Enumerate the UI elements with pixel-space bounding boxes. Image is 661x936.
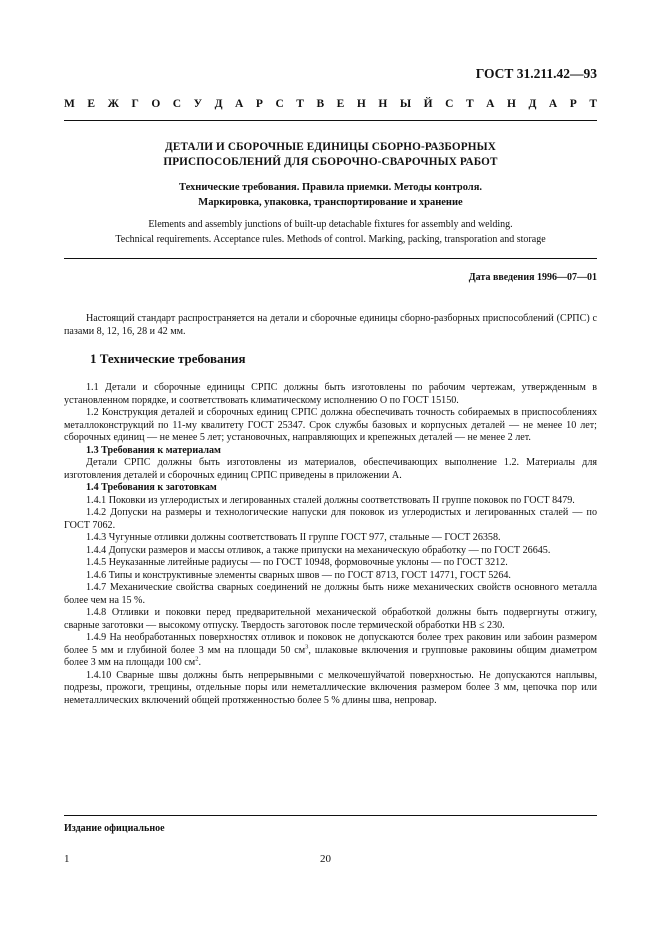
document-title bbox=[64, 140, 597, 170]
clause-1-4-heading: 1.4 Требования к заготовкам bbox=[86, 482, 217, 493]
section-1-heading: 1 Технические требования bbox=[90, 351, 246, 366]
clause-1-4-4: 1.4.4 Допуски размеров и массы отливок, а также припуски на механическую обработку — по ГОСТ 26645. bbox=[86, 544, 551, 556]
introduction-date: Дата введения 1996—07—01 bbox=[468, 272, 597, 283]
clause-1-3-heading: 1.3 Требования к материалам bbox=[86, 444, 221, 456]
document-subtitle bbox=[64, 180, 597, 210]
title-line-1: ДЕТАЛИ И СБОРОЧНЫЕ ЕДИНИЦЫ СБОРНО-РАЗБОРНЫХ bbox=[165, 141, 496, 153]
english-title bbox=[64, 217, 597, 247]
subtitle-line-2: Маркировка, упаковка, транспортирование и хранение bbox=[198, 197, 463, 208]
clause-1-2: 1.2 Конструкция деталей и сборочных единиц СРПС должна обеспечивать точность собираемых в приспособлениях металлоконструкций по 11-му квалитету ГОСТ 25347. Срок службы базовых и корпусных деталей — не менее 10 лет; сборочных единиц — не менее 5 лет; установочных, направляющих и крепежных деталей — не менее 2 лет. bbox=[64, 407, 597, 443]
scope-text: Настоящий стандарт распространяется на детали и сборочные единицы сборно-разборных приспособлений (СРПС) с пазами 8, 12, 16, 28 и 42 мм. bbox=[64, 313, 597, 337]
clause-1-4-5: 1.4.5 Неуказанные литейные радиусы — по ГОСТ 10948, формовочные уклоны — по ГОСТ 3212. bbox=[86, 557, 508, 568]
section-1-body bbox=[64, 382, 597, 707]
clause-1-4-9-part-c: . bbox=[198, 657, 201, 668]
title-line-2: ПРИСПОСОБЛЕНИЙ ДЛЯ СБОРОЧНО-СВАРОЧНЫХ РАБОТ bbox=[163, 156, 498, 168]
interstate-standard-banner: М Е Ж Г О С У Д А Р С Т В Е Н Н Ы Й С Т А Н Д А Р Т bbox=[64, 98, 597, 110]
clause-1-4-6: 1.4.6 Типы и конструктивные элементы сварных швов — по ГОСТ 8713, ГОСТ 14771, ГОСТ 5264. bbox=[86, 569, 511, 581]
clause-1-4-7: 1.4.7 Механические свойства сварных соединений не должны быть ниже механических свойств основного металла более чем на 15 %. bbox=[64, 582, 597, 606]
clause-1-4-9-part-b: , шлаковые включения и групповые раковины общим диаметром более 3 мм на площади 100 см bbox=[64, 644, 597, 668]
clause-1-4-1: 1.4.1 Поковки из углеродистых и легированных сталей должны соответствовать II группе поковок по ГОСТ 8479. bbox=[86, 494, 575, 506]
clause-1-4-10: 1.4.10 Сварные швы должны быть непрерывными с мелкочешуйчатой поверхностью. Не допускаются наплывы, подрезы, прожоги, трещины, отдельные поры или неметаллические включения размером более 3 мм, цепочка пор или неметаллических включений общей протяженностью более 5 % длины шва, непровар. bbox=[64, 669, 597, 706]
clause-1-4-9-part-a: 1.4.9 На необработанных поверхностях отливок и поковок не допускаются более трех раковин или забоин размером более 5 мм и глубиной более 3 мм на площади 50 см bbox=[64, 632, 597, 656]
subtitle-line-1: Технические требования. Правила приемки. Методы контроля. bbox=[178, 182, 483, 193]
title-rule bbox=[64, 258, 597, 259]
clause-1-3: Детали СРПС должны быть изготовлены из материалов, обеспечивающих выполнение 1.2. Материалы для изготовления деталей и сборочных единиц СРПС приведены в приложении А. bbox=[64, 457, 597, 481]
superscript-cube: 3 bbox=[305, 643, 309, 651]
scope-paragraph bbox=[64, 312, 597, 338]
document-number: ГОСТ 31.211.42—93 bbox=[475, 66, 597, 81]
clause-1-1: 1.1 Детали и сборочные единицы СРПС должны быть изготовлены по рабочим чертежам, утвержденным в установленном порядке, и соответствовать климатическому исполнению О по ГОСТ 15150. bbox=[64, 382, 597, 406]
english-title-line-2: Technical requirements. Acceptance rules. Methods of control. Marking, packing, transporation and storage bbox=[115, 234, 546, 245]
header-rule bbox=[64, 120, 597, 121]
clause-1-4-3: 1.4.3 Чугунные отливки должны соответствовать II группе ГОСТ 977, стальные — ГОСТ 26358. bbox=[86, 532, 501, 543]
clause-1-4-9 bbox=[64, 632, 597, 670]
footer-rule bbox=[64, 815, 597, 816]
superscript-square: 2 bbox=[195, 655, 199, 663]
english-title-line-1: Elements and assembly junctions of built-up detachable fixtures for assembly and welding. bbox=[148, 219, 513, 230]
official-edition-label: Издание официальное bbox=[64, 823, 165, 834]
clause-1-4-2: 1.4.2 Допуски на размеры и технологические напуски для поковок из углеродистых и легированных сталей — по ГОСТ 7062. bbox=[64, 507, 597, 531]
clause-1-4-8: 1.4.8 Отливки и поковки перед предварительной механической обработкой должны быть подвергнуты отжигу, сварные заготовки — высокому отпуску. Твердость заготовок после термической обработки НВ ≤ 230. bbox=[64, 607, 597, 631]
page-number: 20 bbox=[320, 853, 331, 865]
page-marker-left: 1 bbox=[64, 853, 70, 865]
